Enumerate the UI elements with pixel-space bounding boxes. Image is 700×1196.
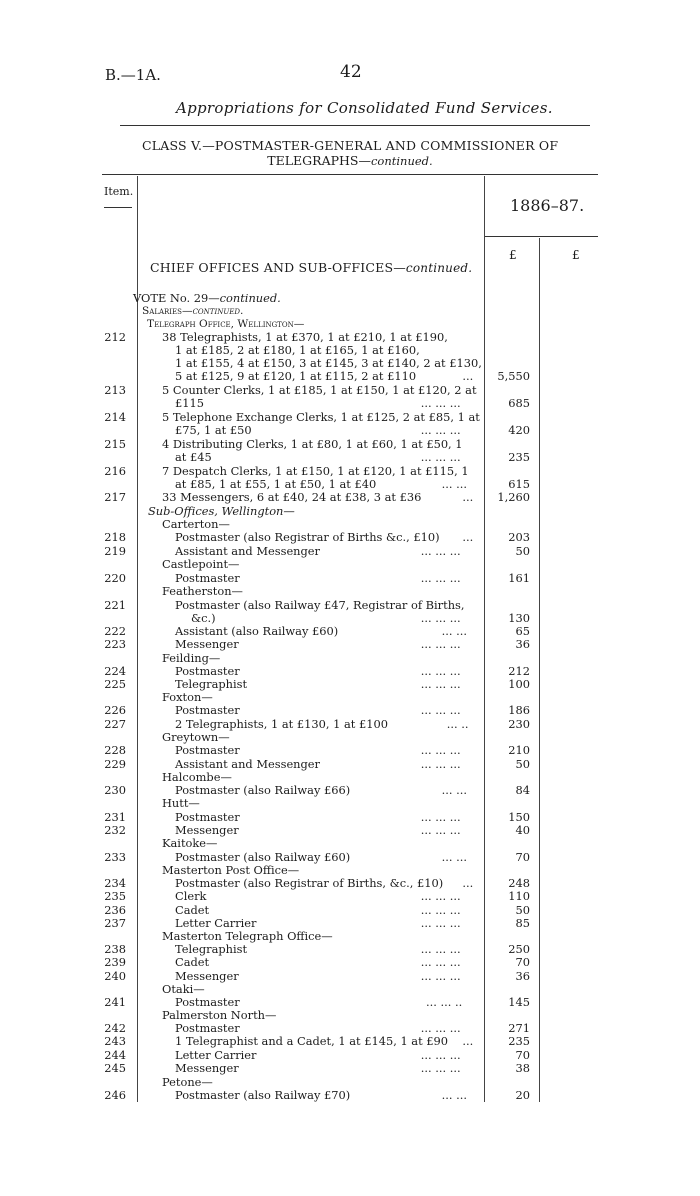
- line-text: Foxton—: [162, 690, 213, 704]
- amount-value: 145: [508, 995, 530, 1009]
- line-text: &c.): [191, 611, 216, 625]
- amount-value: 65: [515, 624, 530, 638]
- line-text: Messenger: [175, 823, 239, 837]
- amount-value: 40: [515, 823, 530, 837]
- item-number: 225: [104, 677, 126, 691]
- item-number: 246: [104, 1088, 126, 1102]
- line-description: [175, 784, 350, 797]
- leader-dots: ... ... ...: [420, 571, 461, 585]
- line-description: [175, 1035, 448, 1048]
- item-number: 243: [104, 1034, 126, 1048]
- section-title: [150, 260, 472, 275]
- line-text: Postmaster: [175, 995, 240, 1009]
- item-number: 228: [104, 743, 126, 757]
- leader-dots: ... ... ...: [420, 942, 461, 956]
- line-text: Postmaster: [175, 664, 240, 678]
- amount-value: 130: [508, 611, 530, 625]
- leader-dots: ... ... ...: [420, 703, 461, 717]
- line-text: Postmaster (also Railway £47, Registrar of Births,: [175, 598, 465, 612]
- line-text: Telegraphist: [175, 942, 248, 956]
- line-text: Feilding—: [162, 651, 221, 665]
- line-text: Clerk: [175, 889, 207, 903]
- class-heading-continued: continued.: [370, 154, 433, 168]
- amount-value: 186: [508, 703, 530, 717]
- item-number: 235: [104, 889, 126, 903]
- line-text: Postmaster (also Railway £70): [175, 1088, 351, 1102]
- line-description: [175, 1089, 350, 1102]
- leader-dots: ... ... ...: [420, 1048, 461, 1062]
- amount-column-divider: [484, 176, 485, 1102]
- line-text: VOTE No. 29—: [133, 291, 220, 305]
- item-number: 223: [104, 637, 126, 651]
- amount-value: 50: [515, 544, 530, 558]
- item-number: 219: [104, 544, 126, 558]
- item-number: 239: [104, 955, 126, 969]
- line-text: Sub-Offices, Wellington—: [148, 504, 295, 518]
- amount-value: 110: [508, 889, 530, 903]
- line-text: Postmaster (also Railway £66): [175, 783, 351, 797]
- line-text: Greytown—: [162, 730, 230, 744]
- line-description: [175, 956, 209, 969]
- item-number: 221: [104, 598, 126, 612]
- amount-value: 250: [508, 942, 530, 956]
- line-text: Masterton Post Office—: [162, 863, 300, 877]
- leader-dots: ... ... ...: [420, 916, 461, 930]
- line-text: Letter Carrier: [175, 916, 257, 930]
- leader-dots: ... ...: [441, 783, 467, 797]
- amount-value: 36: [515, 637, 530, 651]
- amount-value: 70: [515, 850, 530, 864]
- line-description: [175, 877, 443, 890]
- amount-value: 1,260: [497, 490, 530, 504]
- leader-dots: ... ... ...: [420, 544, 461, 558]
- line-text: Kaitoke—: [162, 836, 218, 850]
- leader-dots: ... ... ...: [420, 743, 461, 757]
- line-text: 38 Telegraphists, 1 at £370, 1 at £210, 1 at £190,: [162, 330, 448, 344]
- item-number: 236: [104, 903, 126, 917]
- line-text: Messenger: [175, 637, 239, 651]
- table-top-rule: [102, 174, 598, 175]
- leader-dots: ... ... ...: [420, 664, 461, 678]
- leader-dots: ... ... ...: [420, 637, 461, 651]
- item-number: 227: [104, 717, 126, 731]
- section-title-continued: continued.: [405, 261, 473, 275]
- line-text: Petone—: [162, 1075, 213, 1089]
- amount-value: 235: [508, 450, 530, 464]
- amount-value: 70: [515, 1048, 530, 1062]
- line-text: 1 at £155, 4 at £150, 3 at £145, 3 at £140, 2 at £130,: [175, 356, 482, 370]
- item-number: 212: [104, 330, 126, 344]
- line-text: Postmaster: [175, 703, 240, 717]
- line-text: Messenger: [175, 969, 239, 983]
- leader-dots: ...: [462, 369, 474, 383]
- line-text: 1 at £185, 2 at £180, 1 at £165, 1 at £160,: [175, 343, 420, 357]
- line-text: Postmaster: [175, 571, 240, 585]
- item-number: 229: [104, 757, 126, 771]
- line-text: 1 Telegraphist and a Cadet, 1 at £145, 1 at £90: [175, 1034, 449, 1048]
- line-description: [162, 558, 239, 571]
- item-number: 233: [104, 850, 126, 864]
- page-title: Appropriations for Consolidated Fund Services.: [176, 99, 553, 117]
- leader-dots: ...: [462, 530, 474, 544]
- item-number: 216: [104, 464, 126, 478]
- item-number: 231: [104, 810, 126, 824]
- item-header-rule: [104, 207, 132, 208]
- item-number: 242: [104, 1021, 126, 1035]
- line-text: Halcombe—: [162, 770, 232, 784]
- line-text: £75, 1 at £50: [175, 423, 252, 437]
- item-number: 244: [104, 1048, 126, 1062]
- line-text: £115: [175, 396, 204, 410]
- amount-value: 685: [508, 396, 530, 410]
- amount-value: 50: [515, 757, 530, 771]
- amount-value: 36: [515, 969, 530, 983]
- line-description: [142, 305, 243, 318]
- leader-dots: ...: [462, 490, 474, 504]
- line-description: [162, 585, 243, 598]
- line-text: Carterton—: [162, 517, 230, 531]
- year-column-header: 1886–87.: [510, 196, 585, 215]
- subtotal-column-divider: [539, 238, 540, 1102]
- line-text: Assistant and Messenger: [175, 757, 320, 771]
- leader-dots: ...: [462, 876, 474, 890]
- line-text: Hutt—: [162, 796, 200, 810]
- vote-heading: [133, 292, 281, 305]
- line-text: Palmerston North—: [162, 1008, 277, 1022]
- leader-dots: ... ..: [446, 717, 469, 731]
- leader-dots: ... ...: [441, 850, 467, 864]
- class-heading-line2: [0, 153, 700, 168]
- amount-value: 20: [515, 1088, 530, 1102]
- line-text: Salaries—: [142, 305, 193, 317]
- item-number: 224: [104, 664, 126, 678]
- amount-value: 50: [515, 903, 530, 917]
- leader-dots: ... ... ...: [420, 423, 461, 437]
- line-text: Otaki—: [162, 982, 205, 996]
- line-description: [175, 397, 204, 410]
- line-text: Castlepoint—: [162, 557, 240, 571]
- amount-value: 161: [508, 571, 530, 585]
- line-text: Cadet: [175, 903, 210, 917]
- item-number: 230: [104, 783, 126, 797]
- line-text: Telegraphist: [175, 677, 248, 691]
- line-description: [175, 704, 240, 717]
- leader-dots: ... ...: [441, 1088, 467, 1102]
- item-number: 217: [104, 490, 126, 504]
- item-number: 234: [104, 876, 126, 890]
- line-text: 4 Distributing Clerks, 1 at £80, 1 at £60, 1 at £50, 1: [162, 437, 463, 451]
- line-description: [175, 451, 212, 464]
- line-description: [175, 638, 239, 651]
- leader-dots: ... ... ...: [420, 1021, 461, 1035]
- line-text: Masterton Telegraph Office—: [162, 929, 333, 943]
- amount-value: 203: [508, 530, 530, 544]
- line-text: Letter Carrier: [175, 1048, 257, 1062]
- item-number: 226: [104, 703, 126, 717]
- line-text: 2 Telegraphists, 1 at £130, 1 at £100: [175, 717, 388, 731]
- line-description: [175, 744, 240, 757]
- class-heading-main: TELEGRAPHS—: [267, 153, 371, 168]
- item-column-header: Item.: [104, 185, 134, 198]
- line-text: Postmaster: [175, 810, 240, 824]
- line-text: Postmaster (also Registrar of Births &c., £10): [175, 530, 440, 544]
- document-reference: B.—1A.: [105, 66, 161, 84]
- amount-value: 248: [508, 876, 530, 890]
- item-number: 218: [104, 530, 126, 544]
- class-heading-line1: CLASS V.—POSTMASTER-GENERAL AND COMMISSIONER OF: [142, 138, 559, 153]
- leader-dots: ... ... ..: [426, 995, 463, 1009]
- line-text: Assistant and Messenger: [175, 544, 320, 558]
- item-number: 237: [104, 916, 126, 930]
- line-text: 33 Messengers, 6 at £40, 24 at £38, 3 at £36: [162, 490, 422, 504]
- amount-value: 100: [508, 677, 530, 691]
- amount-value: 38: [515, 1061, 530, 1075]
- leader-dots: ... ... ...: [420, 810, 461, 824]
- leader-dots: ... ... ...: [420, 955, 461, 969]
- amount-value: 271: [508, 1021, 530, 1035]
- item-number: 238: [104, 942, 126, 956]
- amount-value: 230: [508, 717, 530, 731]
- line-description: [175, 424, 252, 437]
- line-text: at £85, 1 at £55, 1 at £50, 1 at £40: [175, 477, 377, 491]
- item-number: 241: [104, 995, 126, 1009]
- line-text: Postmaster: [175, 743, 240, 757]
- line-continued: continued.: [219, 291, 281, 305]
- line-text: Postmaster: [175, 1021, 240, 1035]
- line-description: [175, 1062, 239, 1075]
- amount-value: 420: [508, 423, 530, 437]
- line-text: 5 at £125, 9 at £120, 1 at £115, 2 at £110: [175, 369, 417, 383]
- line-description: [162, 491, 421, 504]
- leader-dots: ... ... ...: [420, 450, 461, 464]
- line-text: 5 Telephone Exchange Clerks, 1 at £125, 2 at £85, 1 at: [162, 410, 480, 424]
- currency-symbol: £: [572, 248, 580, 262]
- leader-dots: ... ... ...: [420, 903, 461, 917]
- line-text: Messenger: [175, 1061, 239, 1075]
- line-text: 5 Counter Clerks, 1 at £185, 1 at £150, 1 at £120, 2 at: [162, 383, 477, 397]
- line-text: Postmaster (also Registrar of Births, &c., £10): [175, 876, 444, 890]
- line-description: [175, 531, 440, 544]
- section-title-main: CHIEF OFFICES AND SUB-OFFICES—: [150, 260, 406, 275]
- line-description: [162, 837, 217, 850]
- amount-value: 615: [508, 477, 530, 491]
- line-text: Postmaster (also Railway £60): [175, 850, 351, 864]
- item-number: 214: [104, 410, 126, 424]
- line-text: Telegraph Office, Wellington—: [147, 318, 305, 330]
- leader-dots: ... ...: [441, 624, 467, 638]
- amount-value: 84: [515, 783, 530, 797]
- amount-value: 210: [508, 743, 530, 757]
- leader-dots: ... ... ...: [420, 889, 461, 903]
- leader-dots: ... ... ...: [420, 396, 461, 410]
- line-text: at £45: [175, 450, 212, 464]
- amount-value: 235: [508, 1034, 530, 1048]
- title-rule: [120, 125, 590, 126]
- line-text: Cadet: [175, 955, 210, 969]
- item-number: 232: [104, 823, 126, 837]
- line-description: [175, 370, 416, 383]
- year-header-rule: [485, 236, 598, 237]
- line-text: 7 Despatch Clerks, 1 at £150, 1 at £120, 1 at £115, 1: [162, 464, 469, 478]
- amount-value: 212: [508, 664, 530, 678]
- leader-dots: ... ... ...: [420, 823, 461, 837]
- line-description: [175, 890, 206, 903]
- item-number: 240: [104, 969, 126, 983]
- item-column-divider: [137, 176, 138, 1102]
- amount-value: 150: [508, 810, 530, 824]
- item-number: 245: [104, 1061, 126, 1075]
- amount-value: 70: [515, 955, 530, 969]
- leader-dots: ...: [462, 1034, 474, 1048]
- line-description: [162, 797, 200, 810]
- leader-dots: ... ... ...: [420, 1061, 461, 1075]
- item-number: 222: [104, 624, 126, 638]
- leader-dots: ... ... ...: [420, 969, 461, 983]
- leader-dots: ... ... ...: [420, 677, 461, 691]
- leader-dots: ... ...: [441, 477, 467, 491]
- amount-value: 5,550: [497, 369, 530, 383]
- leader-dots: ... ... ...: [420, 757, 461, 771]
- item-number: 213: [104, 383, 126, 397]
- leader-dots: ... ... ...: [420, 611, 461, 625]
- amount-value: 85: [515, 916, 530, 930]
- line-continued: continued.: [192, 305, 244, 317]
- item-number: 215: [104, 437, 126, 451]
- item-number: 220: [104, 571, 126, 585]
- line-text: Featherston—: [162, 584, 243, 598]
- page-number: 42: [340, 62, 362, 82]
- currency-symbol: £: [509, 248, 517, 262]
- line-text: Assistant (also Railway £60): [175, 624, 339, 638]
